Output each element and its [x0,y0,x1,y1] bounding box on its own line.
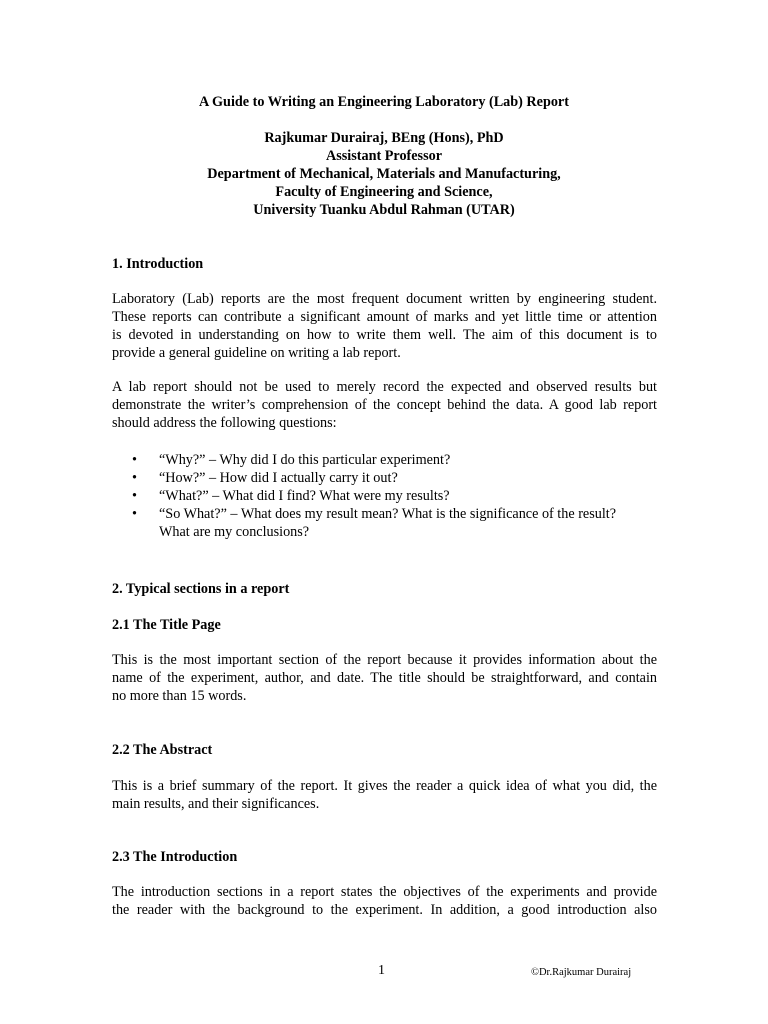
questions-list [112,451,657,541]
bullet-icon: • [132,488,137,504]
author-name: Rajkumar Durairaj, BEng (Hons), PhD [264,130,504,146]
title-page-paragraph [112,651,657,705]
section-1-heading: 1. Introduction [112,256,204,272]
introduction-paragraph [112,883,657,919]
paragraph-line: demonstrate the writer’s comprehension of the concept behind the data. A good lab report [112,397,657,413]
bullet-icon: • [132,506,137,522]
paragraph-line: The introduction sections in a report states the objectives of the experiments and provide [112,884,657,900]
author-department: Department of Mechanical, Materials and Manufacturing, [207,166,561,182]
author-position: Assistant Professor [326,148,442,164]
author-university: University Tuanku Abdul Rahman (UTAR) [253,202,515,218]
list-item [112,469,657,487]
abstract-heading: 2.2 The Abstract [112,742,213,758]
list-item-text: What are my conclusions? [159,524,310,540]
list-item [112,505,657,523]
list-item-continuation [112,523,657,541]
list-item-text: “What?” – What did I find? What were my results? [159,488,450,504]
paragraph-line: A lab report should not be used to merely record the expected and observed results but [112,379,657,395]
paragraph-line: name of the experiment, author, and date. The title should be straightforward, and contain [112,670,657,686]
paragraph-line: no more than 15 words. [112,688,247,704]
paragraph-line: This is the most important section of the report because it provides information about the [112,652,657,668]
list-item [112,487,657,505]
paragraph-line: is devoted in understanding on how to write them well. The aim of this document is to [112,327,657,343]
list-item-text: “How?” – How did I actually carry it out? [159,470,398,486]
document-title: A Guide to Writing an Engineering Laboratory (Lab) Report [199,94,569,110]
intro-paragraph-2 [112,378,657,432]
bullet-icon: • [132,452,137,468]
paragraph-line: These reports can contribute a significant amount of marks and yet little time or attention [112,309,657,325]
introduction-heading: 2.3 The Introduction [112,849,238,865]
list-item-text: “Why?” – Why did I do this particular experiment? [159,452,451,468]
paragraph-line: should address the following questions: [112,415,337,431]
intro-paragraph-1 [112,290,657,362]
title-page-heading: 2.1 The Title Page [112,617,221,633]
abstract-paragraph [112,777,657,813]
list-item-text: “So What?” – What does my result mean? What is the significance of the result? [159,506,617,522]
paragraph-line: the reader with the background to the experiment. In addition, a good introduction also [112,902,657,918]
section-2-heading: 2. Typical sections in a report [112,581,290,597]
copyright-notice: ©Dr.Rajkumar Durairaj [531,967,632,978]
paragraph-line: This is a brief summary of the report. It gives the reader a quick idea of what you did, the [112,778,657,794]
author-faculty: Faculty of Engineering and Science, [275,184,493,200]
paragraph-line: main results, and their significances. [112,796,320,812]
page-number: 1 [378,963,385,978]
list-item [112,451,657,469]
paragraph-line: provide a general guideline on writing a lab report. [112,345,401,361]
bullet-icon: • [132,470,137,486]
paragraph-line: Laboratory (Lab) reports are the most frequent document written by engineering student. [112,291,657,307]
